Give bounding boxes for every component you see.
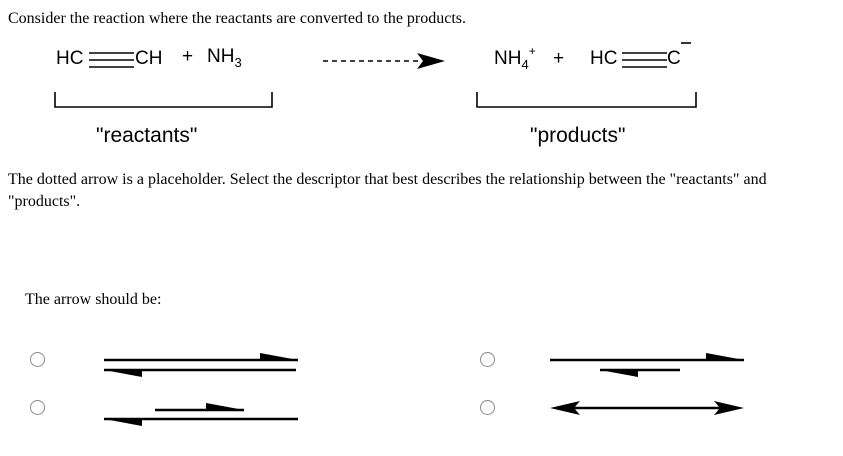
ammonia-subscript: 3 bbox=[234, 55, 242, 70]
ammonia-base: NH bbox=[207, 46, 235, 67]
question-intro: Consider the reaction where the reactants are converted to the products. bbox=[8, 10, 467, 27]
equilibrium-favor-products-arrow-icon[interactable] bbox=[100, 350, 302, 384]
reactants-label: "reactants" bbox=[96, 124, 198, 147]
option-3-radio[interactable] bbox=[480, 352, 495, 367]
plus-sign: + bbox=[182, 46, 194, 67]
products-bracket-icon bbox=[476, 92, 698, 110]
option-1-radio[interactable] bbox=[30, 352, 45, 367]
triple-bond-icon bbox=[89, 50, 134, 70]
plus-sign: + bbox=[553, 48, 565, 69]
reactant1-right: CH bbox=[135, 48, 163, 69]
product2-left: HC bbox=[590, 48, 618, 69]
reactant-ammonia bbox=[207, 45, 242, 70]
arrow-prompt: The arrow should be: bbox=[25, 291, 162, 308]
reactants-bracket-icon bbox=[54, 92, 274, 110]
resonance-double-headed-arrow-icon[interactable] bbox=[546, 398, 748, 422]
option-4-radio[interactable] bbox=[480, 400, 495, 415]
reactant1-left: HC bbox=[56, 48, 84, 69]
ammonium-subscript: 4 bbox=[521, 57, 529, 72]
product-ammonium bbox=[494, 44, 536, 72]
equilibrium-favor-reactants-arrow-icon[interactable] bbox=[100, 398, 302, 432]
triple-bond-icon bbox=[622, 50, 667, 70]
product2-right: C bbox=[667, 48, 681, 69]
dotted-placeholder-arrow-icon bbox=[323, 52, 445, 70]
question-description: The dotted arrow is a placeholder. Select the descriptor that best describes the relationship between the "reactants" and "products". bbox=[8, 171, 767, 210]
negative-charge-icon bbox=[680, 40, 692, 46]
reactant-acetylene bbox=[56, 47, 83, 71]
products-label: "products" bbox=[530, 124, 626, 147]
ammonium-charge: + bbox=[528, 44, 536, 58]
ammonium-base: NH bbox=[494, 48, 522, 69]
equilibrium-favor-products-short-reverse-arrow-icon[interactable] bbox=[546, 350, 748, 384]
option-2-radio[interactable] bbox=[30, 400, 45, 415]
